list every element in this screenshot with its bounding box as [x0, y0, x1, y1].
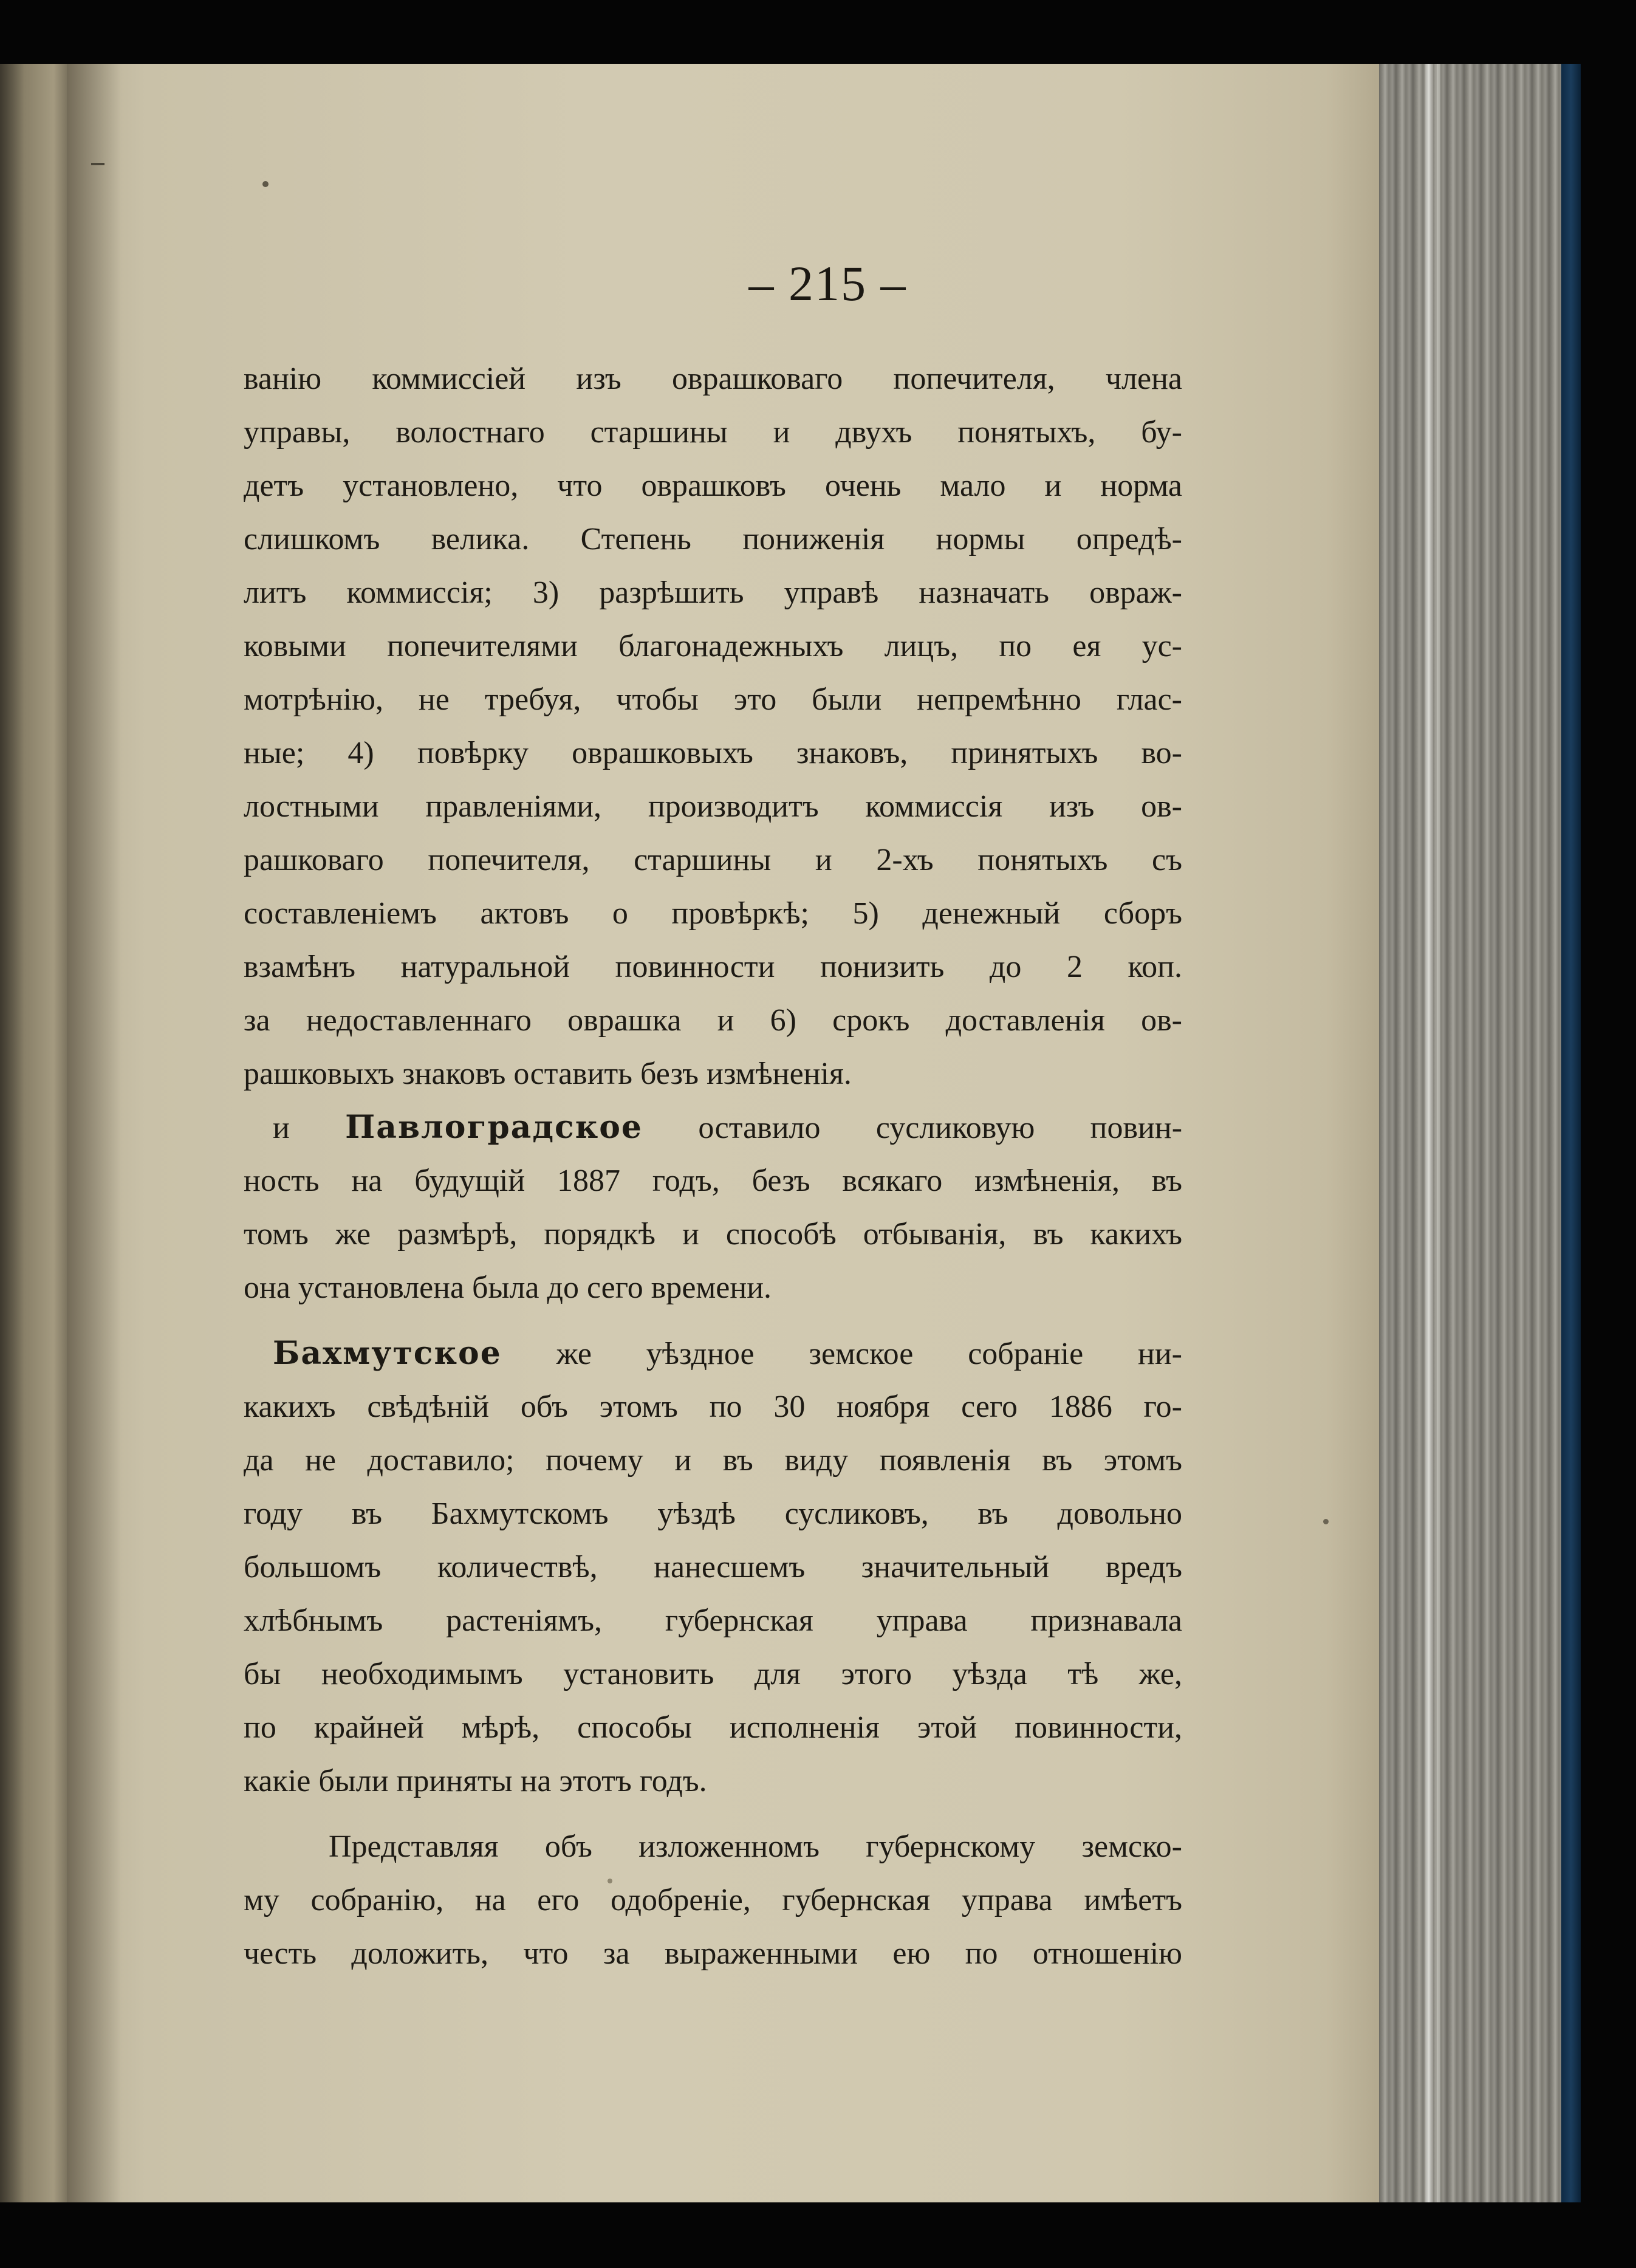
paragraph-text: же уѣздное земское собраніе ни- [501, 1337, 1182, 1371]
text-line: му собранію, на его одобреніе, губернская управа имѣетъ [244, 1883, 1182, 1917]
text-line: управы, волостнаго старшины и двухъ понятыхъ, бу- [244, 415, 1182, 450]
text-line: ность на будущій 1887 годъ, безъ всякаго измѣненія, въ [244, 1163, 1182, 1198]
page-stack-highlight-secondary [1437, 64, 1440, 2202]
text-line: ванію коммиссіей изъ оврашковаго попечителя, члена [244, 361, 1182, 396]
paragraph-prefix: и [273, 1111, 346, 1145]
text-line: бы необходимымъ установить для этого уѣзда тѣ же, [244, 1657, 1182, 1691]
margin-mark [91, 163, 104, 165]
text-line: взамѣнъ натуральной повинности понизить до 2 коп. [244, 950, 1182, 984]
text-line: да не доставило; почему и въ виду появленія въ этомъ [244, 1443, 1182, 1478]
book-cover-edge [1561, 64, 1581, 2202]
text-line: рашковыхъ знаковъ оставить безъ измѣненія. [244, 1057, 852, 1091]
paragraph-conclusion: Представляя объ изложенномъ губернскому земско- [329, 1829, 1182, 1864]
text-line: рашковаго попечителя, старшины и 2-хъ понятыхъ съ [244, 843, 1182, 877]
district-name-bakhmut: Бахмутское [273, 1335, 502, 1372]
text-line: какихъ свѣдѣній объ этомъ по 30 ноября сего 1886 го- [244, 1389, 1182, 1424]
text-line: хлѣбнымъ растеніямъ, губернская управа признавала [244, 1603, 1182, 1638]
text-line: мотрѣнію, не требуя, чтобы это были непремѣнно глас- [244, 682, 1182, 717]
page-stack-edges [1379, 64, 1561, 2202]
text-line: составленіемъ актовъ о провѣркѣ; 5) денежный сборъ [244, 896, 1182, 931]
text-line: томъ же размѣрѣ, порядкѣ и способѣ отбыванія, въ какихъ [244, 1217, 1182, 1252]
margin-speck-right [1323, 1519, 1329, 1524]
text-line: какіе были приняты на этотъ годъ. [244, 1764, 707, 1798]
text-line: лостными правленіями, производитъ коммиссія изъ ов- [244, 789, 1182, 824]
text-line: ковыми попечителями благонадежныхъ лицъ, по ея ус- [244, 629, 1182, 663]
body-text [244, 352, 1182, 1981]
text-line: слишкомъ велика. Степень пониженія нормы опредѣ- [244, 522, 1182, 557]
district-name-pavlograd: Павлоградское [345, 1109, 643, 1146]
page-stack-highlight [1425, 64, 1433, 2202]
paragraph-pavlograd [244, 1101, 1182, 1154]
text-line: она установлена была до сего времени. [244, 1270, 772, 1305]
text-line: честь доложить, что за выраженными ею по отношенію [244, 1936, 1182, 1971]
margin-speck [262, 181, 269, 187]
spine-shadow [67, 64, 122, 2202]
page-number: – 215 – [748, 256, 907, 311]
paragraph-bakhmut [244, 1327, 1182, 1380]
text-line: большомъ количествѣ, нанесшемъ значительный вредъ [244, 1550, 1182, 1585]
text-line: литъ коммиссія; 3) разрѣшить управѣ назначать овраж- [244, 575, 1182, 610]
paragraph-text: оставило сусликовую повин- [643, 1111, 1182, 1145]
text-line: детъ установлено, что оврашковъ очень мало и норма [244, 468, 1182, 503]
text-line: году въ Бахмутскомъ уѣздѣ сусликовъ, въ довольно [244, 1496, 1182, 1531]
text-line: за недоставленнаго оврашка и 6) срокъ доставленія ов- [244, 1003, 1182, 1038]
previous-page-shadow [0, 64, 24, 2202]
text-line: ные; 4) повѣрку оврашковыхъ знаковъ, принятыхъ во- [244, 736, 1182, 770]
text-line: по крайней мѣрѣ, способы исполненія этой повинности, [244, 1710, 1182, 1745]
